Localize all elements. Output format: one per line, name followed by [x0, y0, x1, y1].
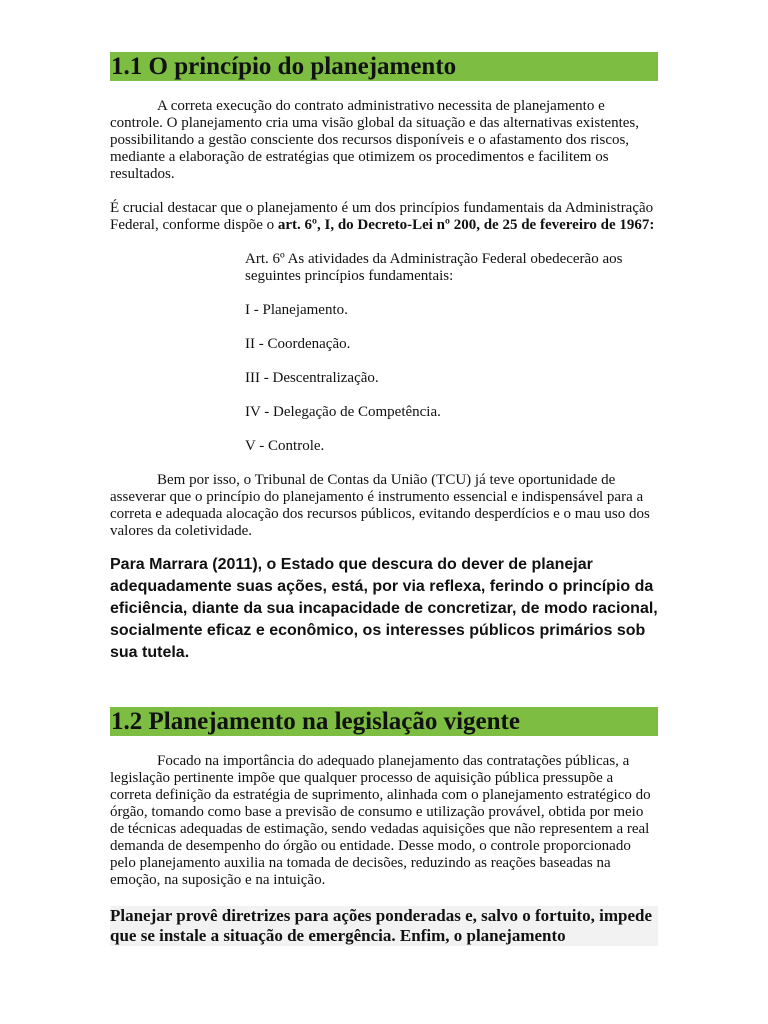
section-2-heading: 1.2 Planejamento na legislação vigente: [110, 707, 658, 736]
quote-intro: Art. 6º As atividades da Administração Federal obedecerão aos seguintes princípios fundamentais:: [245, 251, 623, 284]
section-1-paragraph-3: Bem por isso, o Tribunal de Contas da União (TCU) já teve oportunidade de asseverar que o princípio do planejamento é instrumento essencial e indispensável para a correta e adequada alocação dos recursos públicos, evitando desperdícios e o mau uso dos valores da coletividade.: [110, 472, 650, 539]
decree-reference: art. 6º, I, do Decreto-Lei nº 200, de 25 de fevereiro de 1967:: [277, 217, 655, 233]
shaded-paragraph: Planejar provê diretrizes para ações ponderadas e, salvo o fortuito, impede que se instale a situação de emergência. Enfim, o planejamento: [110, 906, 658, 946]
quote-item: II - Coordenação.: [245, 336, 351, 352]
quote-item: V - Controle.: [245, 438, 325, 454]
highlighted-paragraph: Para Marrara (2011), o Estado que descura do dever de planejar adequadamente suas ações, está, por via reflexa, ferindo o princípio da eficiência, diante da sua incapacidade de concretizar, de modo racional, socialmente eficaz e econômico, os interesses públicos primários sob sua tutela.: [110, 556, 658, 661]
section-1-heading: 1.1 O princípio do planejamento: [110, 52, 658, 81]
quote-item: III - Descentralização.: [245, 370, 379, 386]
document-page: [110, 52, 658, 946]
legal-quote: [245, 251, 658, 455]
section-1-paragraph-2: [110, 200, 658, 234]
quote-item: I - Planejamento.: [245, 302, 348, 318]
paragraph-2-text: É crucial destacar que o planejamento é um dos princípios fundamentais da Administração Federal, conforme dispõe o: [110, 200, 654, 233]
section-2-paragraph-1: Focado na importância do adequado planejamento das contratações públicas, a legislação pertinente impõe que qualquer processo de aquisição pública pressupõe a correta definição da estratégia de suprimento, alinhada com o planejamento estratégico do órgão, tomando como base a previsão de consumo e utilização provável, obtida por meio de técnicas adequadas de estimação, sendo vedadas aquisições que não representem a real demanda de desempenho do órgão ou entidade. Desse modo, o controle proporcionado pelo planejamento auxilia na tomada de decisões, reduzindo as reações baseadas na emoção, na suposição e na intuição.: [110, 753, 651, 888]
quote-item: IV - Delegação de Competência.: [245, 404, 441, 420]
section-1-paragraph-1: A correta execução do contrato administrativo necessita de planejamento e controle. O planejamento cria uma visão global da situação e das alternativas existentes, possibilitando a gestão consciente dos recursos disponíveis e o afastamento dos riscos, mediante a elaboração de estratégias que otimizem os procedimentos e facilitem os resultados.: [110, 98, 639, 182]
